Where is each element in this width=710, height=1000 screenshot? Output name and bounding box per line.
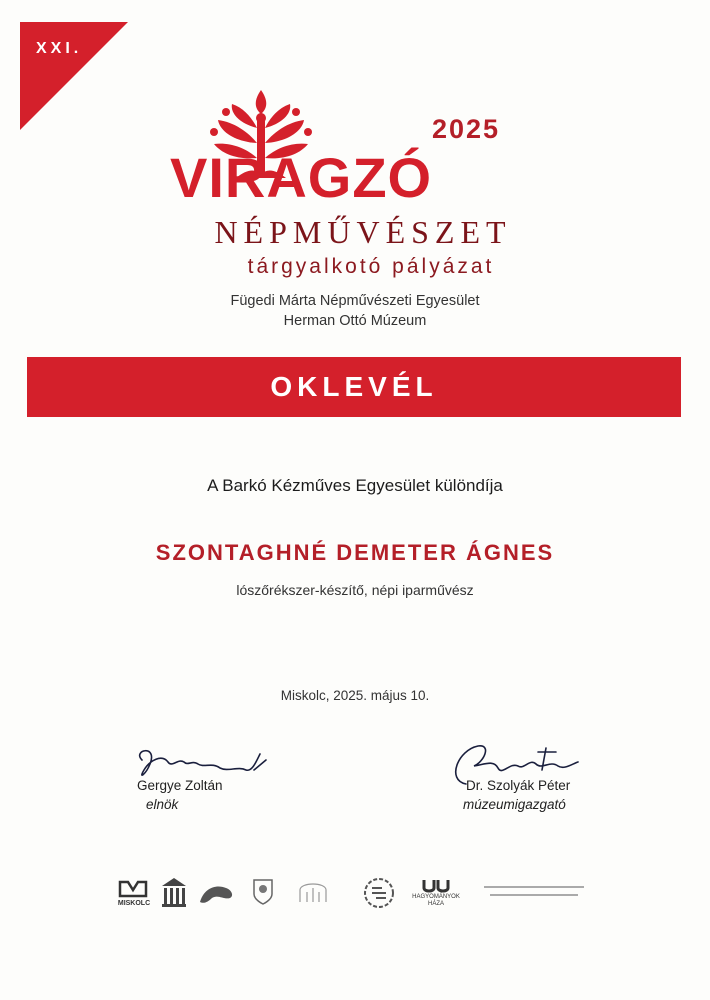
award-title: A Barkó Kézműves Egyesület különdíja: [207, 476, 503, 495]
arch-logo-icon: [296, 878, 330, 906]
crest-logo-icon: [248, 874, 278, 908]
diploma-banner: [27, 357, 681, 417]
miskolc-logo-icon: [118, 878, 148, 900]
hagyomanyok-logo-label: HAGYOMÁNYOK HÁZA: [412, 894, 460, 907]
event-tagline: tárgyalkotó pályázat: [247, 255, 495, 278]
signatory-1-name: Gergye Zoltán: [137, 778, 223, 793]
animal-logo-icon: [196, 880, 236, 908]
sponsor-logos: [100, 870, 610, 920]
signatory-1-title: elnök: [146, 797, 179, 812]
hagyomanyok-logo-icon: [422, 878, 450, 894]
organizer-2: Herman Ottó Múzeum: [283, 313, 427, 329]
signatory-2-name: Dr. Szolyák Péter: [466, 778, 571, 793]
banner-label: OKLEVÉL: [270, 371, 438, 402]
place-date: Miskolc, 2025. május 10.: [280, 688, 430, 703]
edition-label: XXI.: [36, 40, 83, 57]
building-logo-icon: [160, 876, 188, 908]
text-logo-icon: [482, 882, 586, 902]
event-title: VIRÁGZÓ: [170, 146, 433, 209]
circle-logo-icon: [362, 876, 396, 910]
organizer-1: Fügedi Márta Népművészeti Egyesület: [230, 293, 480, 309]
edition-year: 2025: [432, 114, 501, 144]
signatory-2-title: múzeumigazgató: [463, 797, 566, 812]
corner-ribbon: [20, 22, 128, 130]
miskolc-logo-label: MISKOLC: [117, 900, 151, 907]
recipient-name: SZONTAGHNÉ DEMETER ÁGNES: [155, 540, 555, 565]
event-subtitle: NÉPMŰVÉSZET: [214, 214, 512, 250]
recipient-role: lószőrékszer-készítő, népi iparművész: [236, 582, 474, 598]
